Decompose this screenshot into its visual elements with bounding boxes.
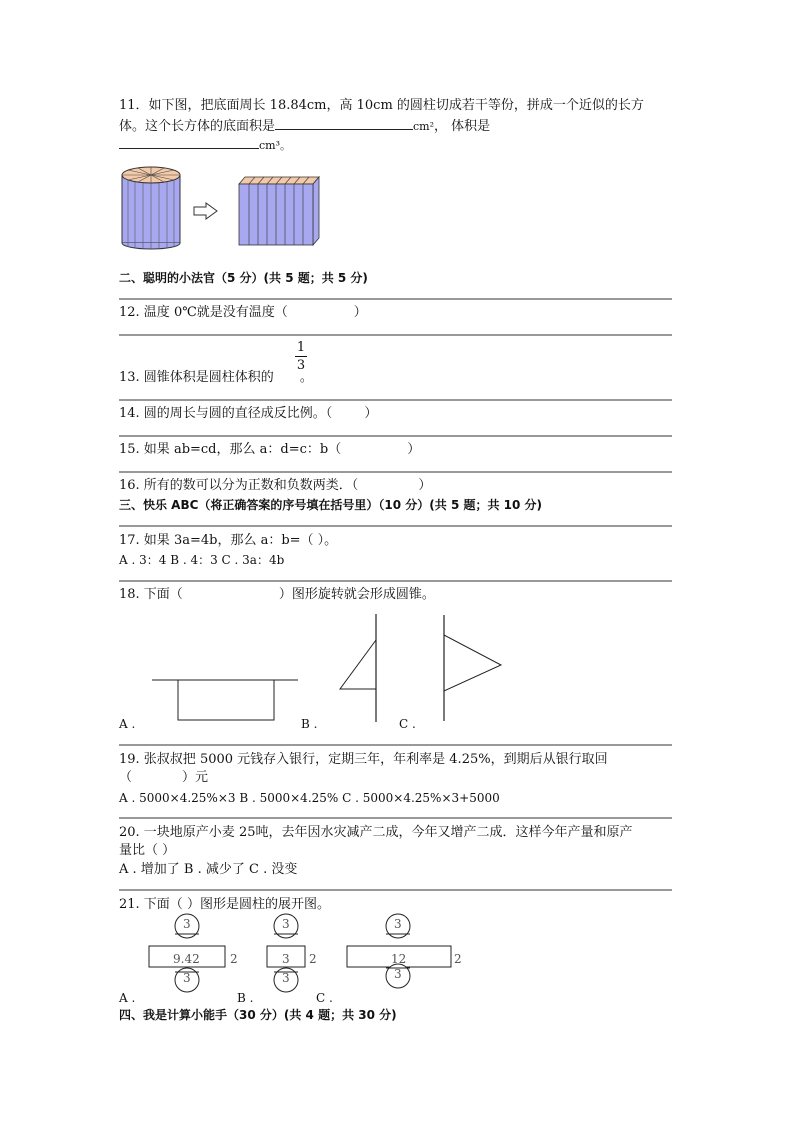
q21-c-circle-bottom: 3 [394, 967, 402, 981]
divider [119, 525, 672, 527]
q11-answer-area-blank[interactable] [275, 117, 413, 130]
divider [119, 817, 672, 819]
fraction-denominator: 3 [296, 358, 306, 373]
q15-close: ） [407, 442, 421, 457]
q14-text: 14. 圆的周长与圆的直径成反比例。（ [119, 406, 333, 421]
q12-close: ） [353, 305, 367, 320]
q18-option-b: B . [301, 717, 318, 731]
q21-b-circle-top: 3 [282, 917, 290, 931]
q12-text: 12. 温度 0℃就是没有温度（ [119, 305, 288, 320]
fraction-bar [295, 356, 307, 357]
q14 [119, 406, 377, 422]
q18-option-c: C . [399, 717, 416, 731]
q11-unit-area: cm² [413, 120, 435, 133]
q19-options: A . 5000×4.25%×3 B . 5000×4.25% C . 5000×4.25%×3+5000 [119, 791, 500, 805]
q18-shape-a [150, 676, 300, 724]
q21-b-circle-bottom: 3 [282, 971, 290, 985]
q16-text: 16. 所有的数可以分为正数和负数两类．（ [119, 478, 359, 493]
q14-close: ） [364, 406, 378, 421]
q18-stem [119, 587, 435, 603]
q18-stem-a: 18. 下面（ [119, 587, 183, 602]
q21-c-side: 2 [454, 952, 462, 966]
q11-line2-prefix: 体。这个长方体的底面积是 [119, 119, 276, 134]
divider [119, 744, 672, 746]
q21-a-circle-bottom: 3 [183, 971, 191, 985]
q21-option-b: B . [237, 991, 254, 1005]
q13-prefix: 13. 圆锥体积是圆柱体积的 [119, 370, 274, 385]
q11-line3 [119, 136, 291, 154]
q11-line2 [119, 117, 490, 135]
q20-options: A . 增加了 B . 减少了 C . 没变 [119, 862, 298, 877]
q21-a-circle-top: 3 [183, 917, 191, 931]
divider [119, 471, 672, 473]
q20-line2: 量比（ ） [119, 843, 176, 858]
q16 [119, 478, 431, 494]
q18-shape-c [441, 613, 505, 723]
divider [119, 399, 672, 401]
q21-c-rect: 12 [391, 952, 407, 966]
q13-fraction [293, 340, 309, 373]
q21-b-rect: 3 [282, 952, 290, 966]
q15 [119, 442, 420, 458]
fraction-numerator: 1 [296, 340, 306, 355]
q19-line2-a: （ [119, 770, 133, 785]
q11-answer-volume-blank[interactable] [119, 136, 259, 149]
q16-close: ） [418, 478, 432, 493]
divider [119, 334, 672, 336]
section4-heading: 四、我是计算小能手（30 分）(共 4 题；共 30 分) [119, 1008, 397, 1022]
arrow-icon [193, 202, 219, 220]
q13-suffix: 。 [299, 370, 313, 385]
q11-line1: 11．如下图，把底面周长 18.84cm，高 10cm 的圆柱切成若干等份，拼成一个近似的长方 [119, 98, 644, 113]
q19-line1: 19. 张叔叔把 5000 元钱存入银行，定期三年，年利率是 4.25%，到期后从银行取回 [119, 752, 608, 767]
divider [119, 435, 672, 437]
q11-cuboid-figure [236, 174, 326, 246]
q11-cylinder-figure [118, 165, 188, 249]
q21-b-side: 2 [309, 952, 317, 966]
q12 [119, 305, 367, 321]
q18-shape-b [338, 612, 382, 724]
q15-text: 15. 如果 ab=cd，那么 a：d=c：b（ [119, 442, 342, 457]
q20-line1: 20. 一块地原产小麦 25吨，去年因水灾减产二成，今年又增产二成．这样今年产量和原产 [119, 825, 633, 840]
q13-text [119, 370, 313, 386]
q21-c-circle-top: 3 [394, 917, 402, 931]
q21-option-a: A . [119, 991, 136, 1005]
q18-stem-b: ）图形旋转就会形成圆锥。 [278, 587, 435, 602]
divider [119, 889, 672, 891]
divider [119, 580, 672, 582]
q19-line2 [119, 770, 208, 786]
q21-stem: 21. 下面（ ）图形是圆柱的展开图。 [119, 897, 330, 912]
q21-a-rect: 9.42 [173, 952, 200, 966]
q17-options: A . 3：4 B . 4：3 C . 3a：4b [119, 553, 285, 567]
q21-option-c: C . [316, 991, 333, 1005]
divider [119, 298, 672, 300]
q11-mid: ， 体积是 [434, 119, 491, 134]
q18-option-a: A . [119, 717, 136, 731]
section3-heading: 三、快乐 ABC（将正确答案的序号填在括号里）（10 分）(共 5 题；共 10 分) [119, 498, 543, 512]
section2-heading: 二、聪明的小法官（5 分）(共 5 题；共 5 分) [119, 271, 368, 285]
q21-a-side: 2 [230, 952, 238, 966]
q17-stem: 17. 如果 3a=4b，那么 a：b=（ ）。 [119, 533, 338, 548]
q11-unit-vol: cm³。 [259, 139, 292, 152]
q19-line2-b: ）元 [182, 770, 209, 785]
